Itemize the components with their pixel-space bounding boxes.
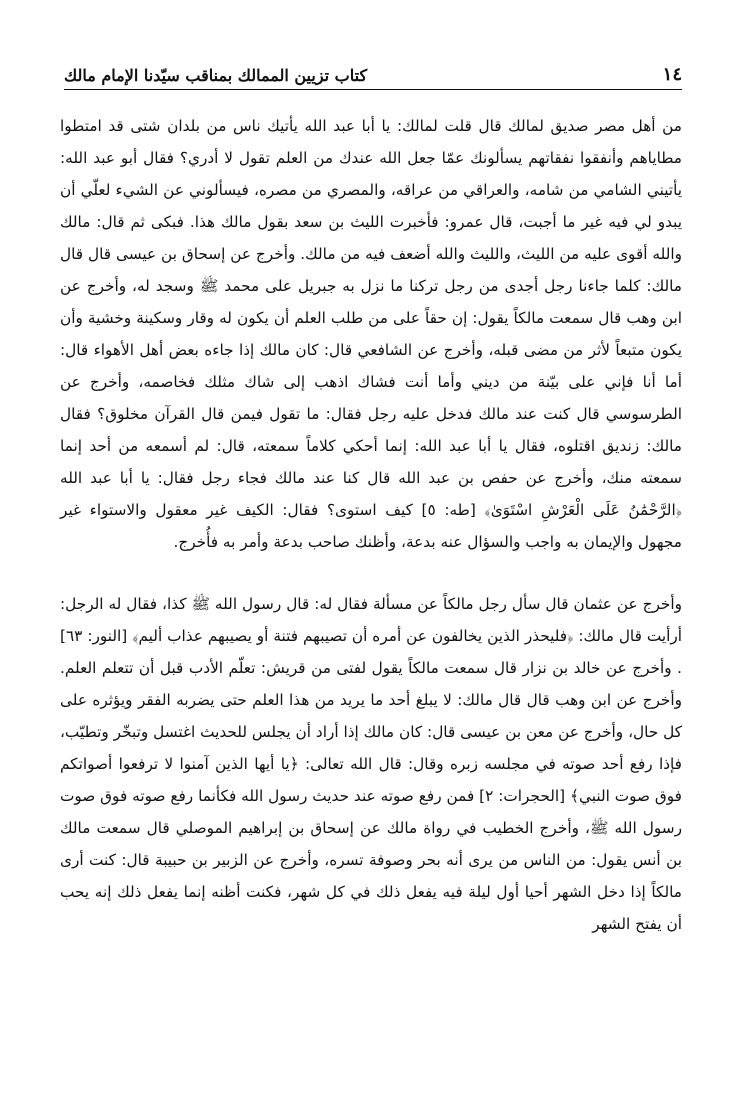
paragraph-1: من أهل مصر صديق لمالك قال قلت لمالك: يا أبا عبد الله يأتيك ناس من بلدان شتى قد امتطوا مطاياهم وأنفقوا نفقاتهم يسألونك عمّا جعل الله عندك من العلم تقول لا أدري؟ فقال أبو عبد الله: يأتيني الشامي من شامه، والعراقي من عراقه، والمصري من مصره، فيسألوني عن الشيء لعلّي أن يبدو لي فيه غير ما أجبت، قال عمرو: فأخبرت الليث بن سعد بقول مالك هذا. فبكى ثم قال: مالك والله أقوى عليه من الليث، والليث والله أضعف فيه من مالك. وأخرج عن إسحاق بن عيسى قال قال مالك: كلما جاءنا رجل أجدى من رجل تركنا ما نزل به جبريل على محمد ﷺ وسجد له، وأخرج عن ابن وهب قال سمعت مالكاً يقول: إن حقاً على من طلب العلم أن يكون له وقار وسكينة وخشية وأن يكون متبعاً لأثر من مضى قبله، وأخرج عن الشافعي قال: كان مالك إذا جاءه بعض أهل الأهواء قال: أما أنا فإني على بيّنة من ديني وأما أنت فشاك اذهب إلى شاك مثلك فخاصمه، وأخرج عن الطرسوسي قال كنت عند مالك فدخل عليه رجل فقال: ما تقول فيمن قال القرآن مخلوق؟ فقال مالك: زنديق اقتلوه، فقال يا أبا عبد الله: إنما أحكي كلاماً سمعته، قال: لم أسمعه من أحد إنما سمعته منك، وأخرج عن حفص بن عبد الله قال كنا عند مالك فجاء رجل فقال: يا أبا عبد الله ﴿الرَّحْمَٰنُ عَلَى الْعَرْشِ اسْتَوَىٰ﴾ [طه: ٥] كيف استوى؟ فقال: الكيف غير معقول والاستواء غير مجهول والإيمان به واجب والسؤال عنه بدعة، وأظنك صاحب بدعة وأمر به فأُخرج.	[60, 117, 682, 551]
paragraph-2: وأخرج عن عثمان قال سأل رجل مالكاً عن مسألة فقال له: قال رسول الله ﷺ كذا، فقال له الرجل: أرأيت قال مالك: ﴿فليحذر الذين يخالفون عن أمره أن تصيبهم فتنة أو يصيبهم عذاب أليم﴾ [النور: ٦٣] . وأخرج عن خالد بن نزار قال سمعت مالكاً يقول لفتى من قريش: تعلّم الأدب قبل أن تتعلم العلم. وأخرج عن ابن وهب قال قال مالك: لا يبلغ أحد ما يريد من هذا العلم حتى يضربه الفقر ويؤثره على كل حال، وأخرج عن معن بن عيسى قال: كان مالك إذا أراد أن يجلس للحديث اغتسل وتبخّر وتطيّب، فإذا رفع أحد صوته في مجلسه زبره وقال: قال الله تعالى: ﴿يا أيها الذين آمنوا لا ترفعوا أصواتكم فوق صوت النبي﴾ [الحجرات: ٢] فمن رفع صوته عند حديث رسول الله فكأنما رفع صوته فوق صوت رسول الله ﷺ، وأخرج الخطيب في رواة مالك عن إسحاق بن إبراهيم الموصلي قال سمعت مالك بن أنس يقول: من الناس من يرى أنه بحر وصوفة تسره، وأخرج عن الزبير بن حبيبة قال: كنت أرى مالكاً إذا دخل الشهر أحيا أول ليلة فيه يفعل ذلك في كل شهر، فكنت أظنه إنما يفعل ذلك إنه يحب أن يفتح الشهر	[60, 595, 682, 933]
page-number: ١٤	[662, 64, 682, 85]
running-title: كتاب تزيين الممالك بمناقب سيّدنا الإمام مالك	[64, 66, 368, 85]
page-body	[60, 110, 682, 940]
page-header	[64, 54, 682, 90]
